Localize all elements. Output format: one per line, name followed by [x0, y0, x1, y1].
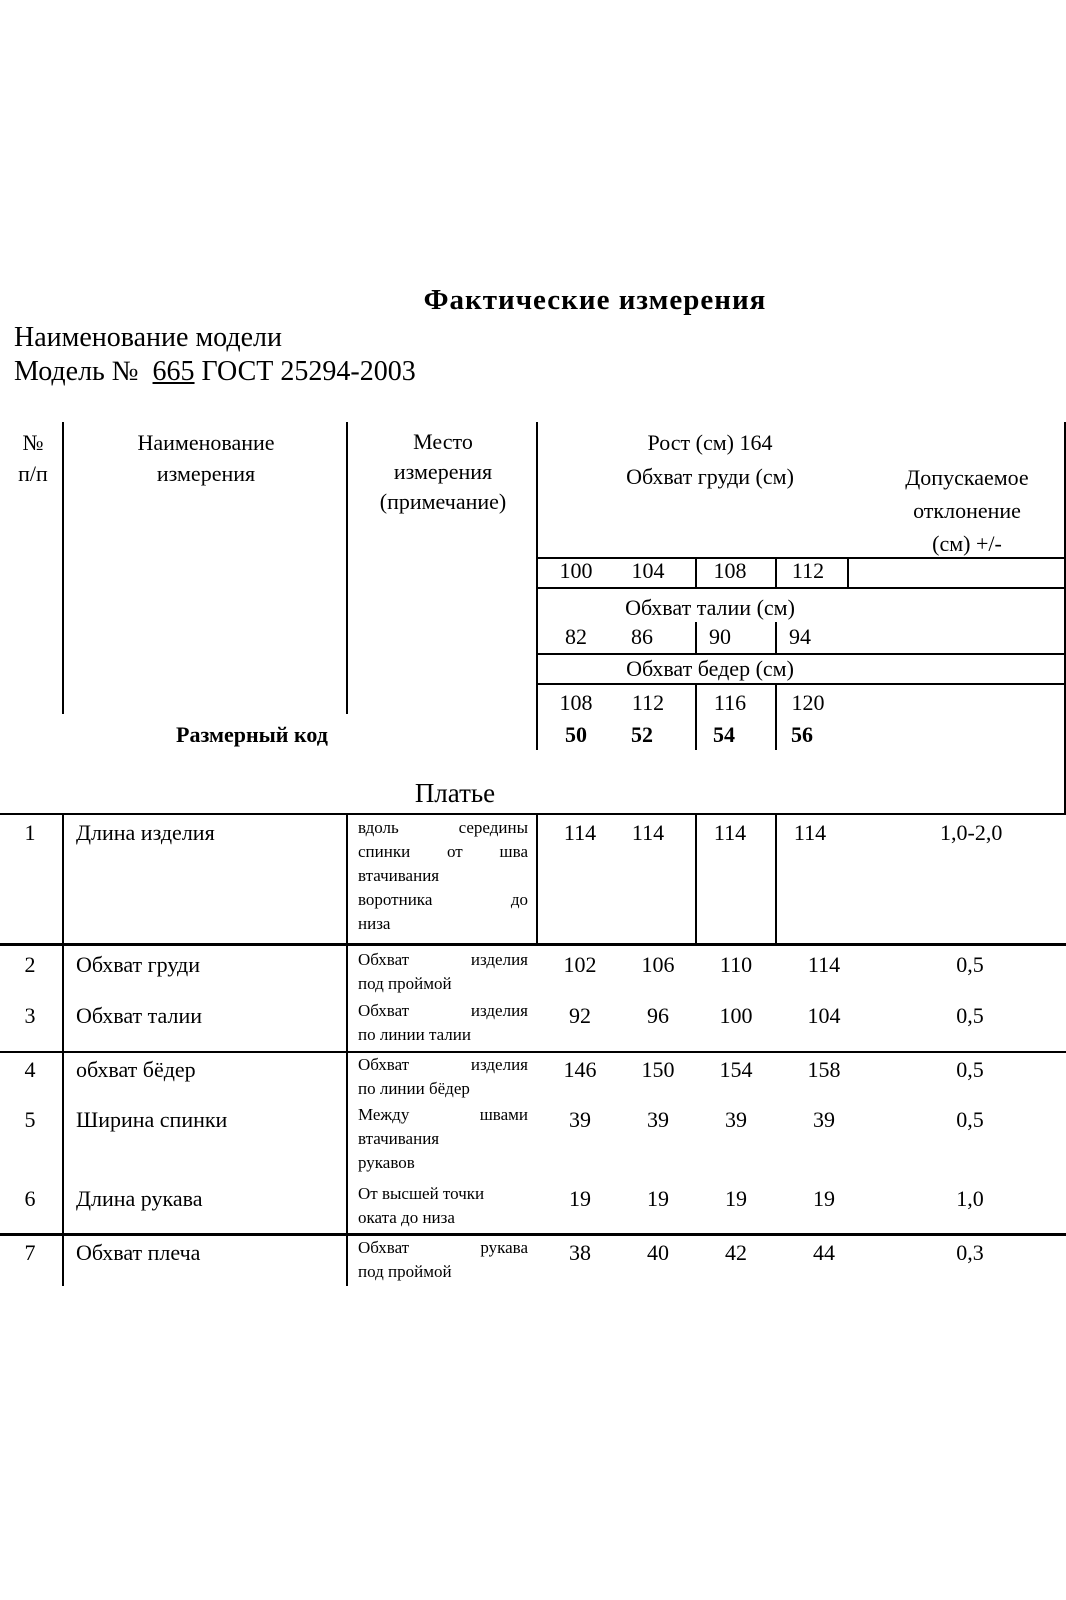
body-divider-4 [695, 813, 697, 943]
hips-116: 116 [713, 690, 747, 715]
model-label: Модель № [14, 356, 139, 387]
row5-v2: 39 [647, 1107, 669, 1132]
row3-num: 3 [24, 1003, 36, 1028]
row7-top-line [0, 1233, 1066, 1236]
row1-num: 1 [24, 820, 36, 845]
waist-86: 86 [631, 624, 653, 649]
row3-v4: 104 [807, 1003, 841, 1028]
waist-82: 82 [565, 624, 587, 649]
row1-tolerance: 1,0-2,0 [940, 820, 1003, 845]
row4-v3: 154 [719, 1057, 753, 1082]
col-name-header: Наименование измерения [137, 430, 275, 486]
row3-tolerance: 0,5 [956, 1003, 984, 1028]
row4-v2: 150 [641, 1057, 675, 1082]
row7-v3: 42 [725, 1240, 747, 1265]
row6-v1: 19 [569, 1186, 591, 1211]
section-title: Платье [414, 778, 496, 808]
gost-label: ГОСТ 25294-2003 [201, 356, 416, 387]
row6-name: Длина рукава [76, 1186, 203, 1211]
row2-name: Обхват груди [76, 952, 200, 977]
row3-v1: 92 [569, 1003, 591, 1028]
row5-name: Ширина спинки [76, 1107, 228, 1132]
col-place-header: Место измерения (примечание) [379, 429, 507, 514]
waist-94: 94 [789, 624, 811, 649]
row6-v3: 19 [725, 1186, 747, 1211]
tolerance-header: Допускаемое отклонение (см) +/- [905, 465, 1029, 556]
row4-note: Обхват изделия по линии бёдер [358, 1055, 528, 1098]
row5-num: 5 [24, 1107, 36, 1132]
row5-v1: 39 [569, 1107, 591, 1132]
row2-v3: 110 [719, 952, 753, 977]
row2-v4: 114 [807, 952, 841, 977]
hips-112: 112 [631, 690, 665, 715]
page-title: Фактические измерения [423, 284, 767, 316]
row7-tolerance: 0,3 [956, 1240, 984, 1265]
row6-v4: 19 [813, 1186, 835, 1211]
row6-v2: 19 [647, 1186, 669, 1211]
chest-sep-3 [847, 557, 849, 587]
row4-num: 4 [24, 1057, 36, 1082]
row1-v2: 114 [631, 820, 665, 845]
model-line [14, 356, 416, 388]
hips-120: 120 [791, 690, 825, 715]
model-number: 665 [152, 356, 195, 387]
row4-v1: 146 [563, 1057, 597, 1082]
size-code-label: Размерный код [176, 722, 328, 747]
header-divider-3 [536, 422, 538, 750]
row6-tolerance: 1,0 [956, 1186, 984, 1211]
chest-104: 104 [631, 558, 665, 583]
row2-note: Обхват изделия под проймой [358, 950, 528, 993]
header-hline-waist-top [536, 587, 1066, 589]
chest-sep-1 [695, 557, 697, 587]
row7-note: Обхват рукава под проймой [358, 1238, 528, 1281]
row7-v1: 38 [569, 1240, 591, 1265]
row7-num: 7 [24, 1240, 36, 1265]
header-divider-2 [346, 422, 348, 714]
row2-v2: 106 [641, 952, 675, 977]
row6-note: От высшей точки оката до низа [358, 1184, 485, 1227]
model-name-label: Наименование модели [14, 322, 282, 353]
hips-108: 108 [559, 690, 593, 715]
waist-90: 90 [709, 624, 731, 649]
chest-sep-2 [775, 557, 777, 587]
col-num-header: № п/п [18, 430, 48, 486]
row2-num: 2 [24, 952, 36, 977]
row3-v2: 96 [647, 1003, 669, 1028]
row2-top-line [0, 943, 1066, 946]
row7-name: Обхват плеча [76, 1240, 201, 1265]
row4-tolerance: 0,5 [956, 1057, 984, 1082]
row1-note: вдоль середины спинки от шва втачивания воротника до низа [358, 818, 528, 933]
row7-v2: 40 [647, 1240, 669, 1265]
size-code-54: 54 [713, 722, 735, 747]
chest-108: 108 [713, 558, 747, 583]
row3-note: Обхват изделия по линии талии [358, 1001, 528, 1044]
chest-label: Обхват груди (см) [626, 464, 794, 489]
row4-v4: 158 [807, 1057, 841, 1082]
row6-num: 6 [24, 1186, 36, 1211]
row1-name: Длина изделия [76, 820, 215, 845]
row5-v4: 39 [813, 1107, 835, 1132]
size-code-50: 50 [565, 722, 587, 747]
row2-tolerance: 0,5 [956, 952, 984, 977]
row1-v3: 114 [713, 820, 747, 845]
row1-v4: 114 [793, 820, 827, 845]
height-label: Рост (см) 164 [647, 430, 773, 455]
row4-name: обхват бёдер [76, 1057, 196, 1082]
row1-v1: 114 [563, 820, 597, 845]
body-divider-5 [775, 813, 777, 943]
chest-112: 112 [791, 558, 825, 583]
row5-note: Между швами втачивания рукавов [358, 1105, 528, 1172]
chest-100: 100 [559, 558, 593, 583]
row7-v4: 44 [813, 1240, 835, 1265]
row3-v3: 100 [719, 1003, 753, 1028]
size-code-56: 56 [791, 722, 813, 747]
row5-tolerance: 0,5 [956, 1107, 984, 1132]
row3-name: Обхват талии [76, 1003, 203, 1028]
hips-label: Обхват бедер (см) [626, 656, 794, 681]
body-divider-1 [62, 813, 64, 1286]
waist-label: Обхват талии (см) [625, 595, 795, 620]
row4-top-line [0, 1051, 1066, 1053]
row5-v3: 39 [725, 1107, 747, 1132]
size-code-52: 52 [631, 722, 653, 747]
row1-top-line [0, 813, 1066, 815]
body-divider-3 [536, 813, 538, 943]
row2-v1: 102 [563, 952, 597, 977]
body-divider-2 [346, 813, 348, 1286]
